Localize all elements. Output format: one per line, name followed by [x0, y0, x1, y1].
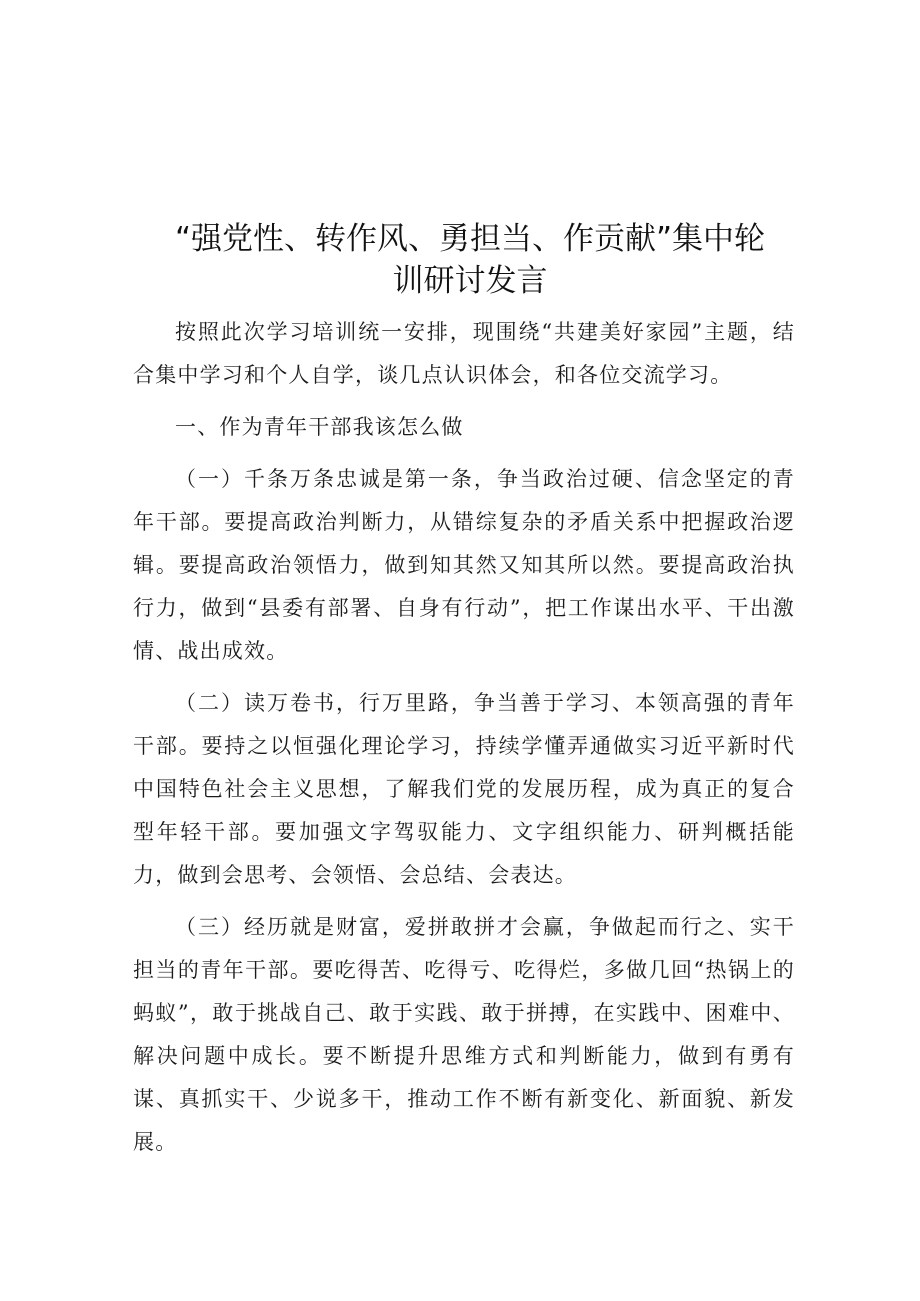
- title-line-2: 训研讨发言: [392, 263, 548, 299]
- title-line-1: “强党性、转作风、勇担当、作贡献”集中轮: [174, 221, 766, 257]
- paragraph-2: （二）读万卷书，行万里路，争当善于学习、本领高强的青年干部。要持之以恒强化理论学习，持续学懂弄通做实习近平新时代中国特色社会主义思想，了解我们党的发展历程，成为真正的复合型年轻干部。要加强文字驾驭能力、文字组织能力、研判概括能力，做到会思考、会领悟、会总结、会表达。: [133, 691, 795, 887]
- document-title: [100, 218, 840, 302]
- section-heading: 一、作为青年干部我该怎么做: [175, 415, 464, 439]
- paragraph-3: （三）经历就是财富，爱拼敢拼才会赢，争做起而行之、实干担当的青年干部。要吃得苦、吃得亏、吃得烂，多做几回“热锅上的蚂蚁”，敢于挑战自己、敢于实践、敢于拼搏，在实践中、困难中、解决问题中成长。要不断提升思维方式和判断能力，做到有勇有谋、真抓实干、少说多干，推动工作不断有新变化、新面貌、新发展。: [133, 915, 795, 1154]
- document-body: [133, 311, 795, 1164]
- paragraph-1: （一）千条万条忠诚是第一条，争当政治过硬、信念坚定的青年干部。要提高政治判断力，从错综复杂的矛盾关系中把握政治逻辑。要提高政治领悟力，做到知其然又知其所以然。要提高政治执行力，做到“县委有部署、自身有行动”，把工作谋出水平、干出激情、战出成效。: [133, 467, 795, 663]
- intro-paragraph: 按照此次学习培训统一安排，现围绕“共建美好家园”主题，结合集中学习和个人自学，谈几点认识体会，和各位交流学习。: [133, 320, 795, 387]
